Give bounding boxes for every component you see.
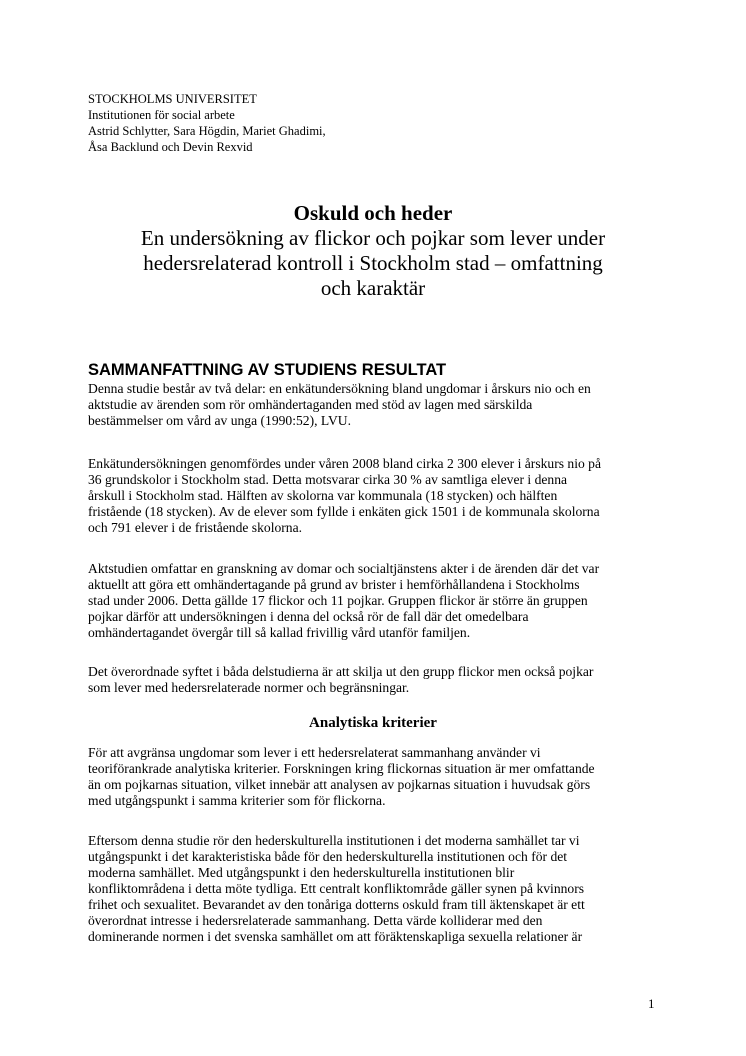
paragraph-line: utgångspunkt i det karakteristiska både för den hederskulturella institutionen och för det: [88, 849, 568, 864]
paragraph-line: med utgångspunkt i samma kriterier som för flickorna.: [88, 793, 386, 808]
paragraph-line: Det överordnade syftet i båda delstudierna är att skilja ut den grupp flickor men också pojkar: [88, 664, 594, 679]
paragraph-line: och 791 elever i de fristående skolorna.: [88, 520, 303, 535]
paragraph-line: än om pojkarnas situation, vilket innebär att analysen av pojkarnas situation i huvudsak görs: [88, 777, 591, 792]
authors-line-2: Åsa Backlund och Devin Rexvid: [88, 140, 253, 154]
subtitle-line-2: hedersrelaterad kontroll i Stockholm stad – omfattning: [143, 251, 603, 275]
paragraph: [88, 561, 668, 641]
paragraph-line: frihet och sexualitet. Bevarandet av den tonåriga dotterns oskuld fram till äktenskapet är ett: [88, 897, 585, 912]
page-number: 1: [648, 996, 655, 1011]
paragraph: [88, 745, 668, 809]
paragraph-line: bestämmelser om vård av unga (1990:52), LVU.: [88, 413, 352, 428]
paragraph-line: För att avgränsa ungdomar som lever i ett hedersrelaterat sammanhang använder vi: [88, 745, 541, 760]
author-header: [88, 91, 488, 155]
paragraph-line: konfliktområdena i detta möte tydliga. Ett centralt konfliktområde gäller synen på kvinnors: [88, 881, 585, 896]
department-name: Institutionen för social arbete: [88, 108, 235, 122]
paragraph-line: aktstudie av ärenden som rör omhändertaganden med stöd av lagen med särskilda: [88, 397, 533, 412]
paragraph-line: som lever med hedersrelaterade normer och begränsningar.: [88, 680, 410, 695]
paragraph: [88, 833, 668, 945]
subtitle-line-3: och karaktär: [320, 276, 426, 300]
paragraph-line: moderna samhället. Med utgångspunkt i den hederskulturella institutionen blir: [88, 865, 515, 880]
paragraph: [88, 456, 668, 536]
subtitle-line-1: En undersökning av flickor och pojkar som lever under: [140, 226, 606, 250]
paragraph-line: överordnat intresse i hedersrelaterade sammanhang. Detta värde kolliderar med den: [88, 913, 543, 928]
paragraph-line: 36 grundskolor i Stockholm stad. Detta motsvarar cirka 30 % av samtliga elever i denna: [88, 472, 568, 487]
section-heading: Analytiska kriterier: [309, 715, 437, 731]
paragraph: [88, 664, 668, 696]
paragraph-line: fristående (18 stycken). Av de elever som fyllde i enkäten gick 1501 i de kommunala skolorna: [88, 504, 600, 519]
paragraph-line: Enkätundersökningen genomfördes under våren 2008 bland cirka 2 300 elever i årskurs nio på: [88, 456, 602, 471]
university-name: STOCKHOLMS UNIVERSITET: [88, 92, 257, 106]
paragraph-line: Aktstudien omfattar en granskning av domar och socialtjänstens akter i de ärenden där det var: [88, 561, 600, 576]
paragraph-line: Denna studie består av två delar: en enkätundersökning bland ungdomar i årskurs nio och en: [88, 381, 591, 396]
authors-line-1: Astrid Schlytter, Sara Högdin, Mariet Ghadimi,: [88, 124, 326, 138]
paragraph-line: dominerande normen i det svenska samhället om att föräktenskapliga sexuella relationer är: [88, 929, 583, 944]
summary-heading: SAMMANFATTNING AV STUDIENS RESULTAT: [88, 361, 447, 379]
paragraph-line: pojkar därför att undersökningen i denna del också rör de fall där det omedelbara: [88, 609, 529, 624]
paragraph-line: stad under 2006. Detta gällde 17 flickor och 11 pojkar. Gruppen flickor är större än gruppen: [88, 593, 588, 608]
document-title: Oskuld och heder: [293, 201, 453, 225]
title-block: [60, 200, 686, 301]
paragraph-line: aktuellt att göra ett omhändertagande på grund av brister i hemförhållandena i Stockholms: [88, 577, 580, 592]
paragraph-line: årskull i Stockholm stad. Hälften av skolorna var kommunala (18 stycken) och hälften: [88, 488, 558, 503]
paragraph-line: teoriförankrade analytiska kriterier. Forskningen kring flickornas situation är mer omfattande: [88, 761, 595, 776]
paragraph-line: Eftersom denna studie rör den hederskulturella institutionen i det moderna samhället tar vi: [88, 833, 580, 848]
paragraph-line: omhändertagandet övergår till så kallad frivillig vård utanför familjen.: [88, 625, 471, 640]
paragraph: [88, 381, 668, 429]
